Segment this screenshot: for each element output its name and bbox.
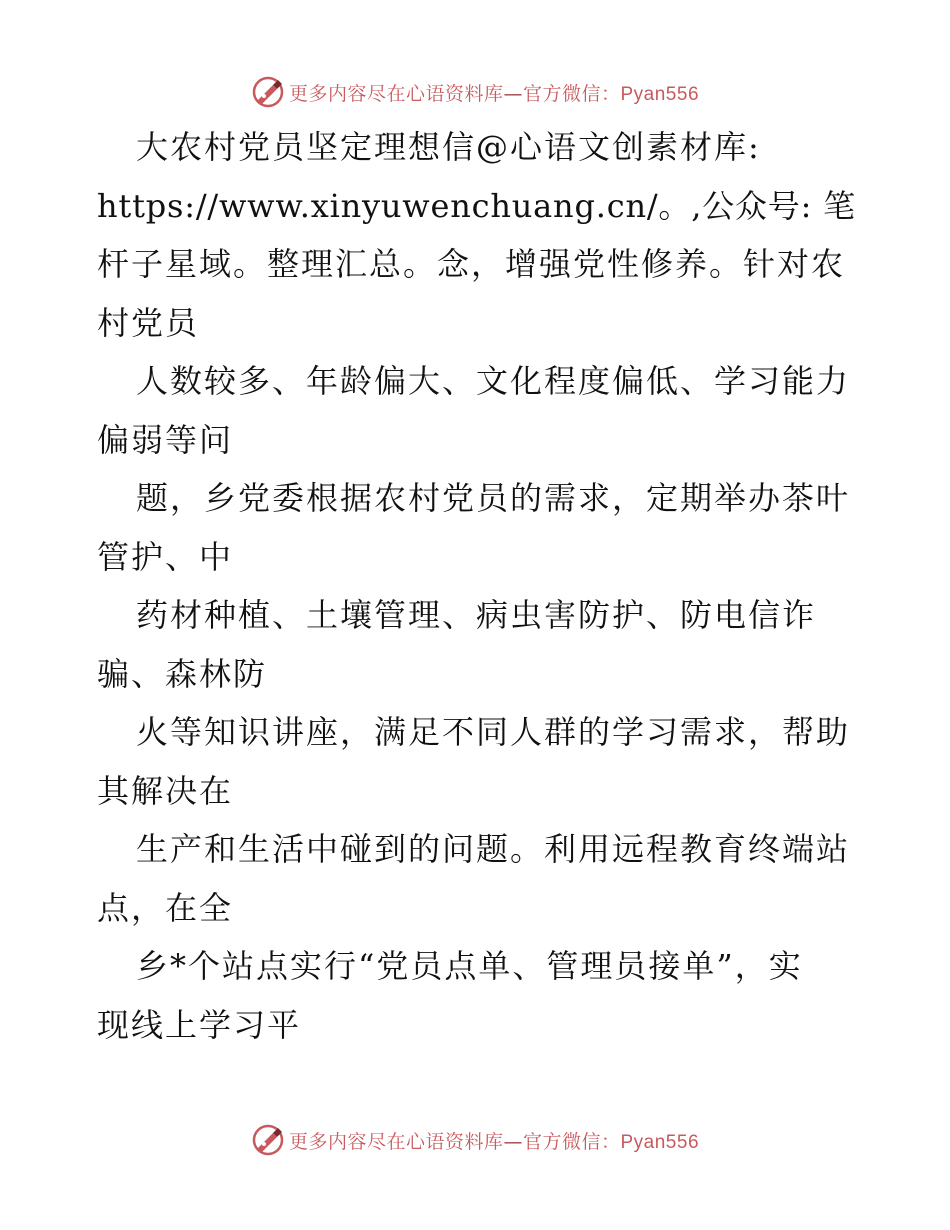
header-banner-account: Pyan556 <box>620 83 700 105</box>
footer-banner-suffix: 官方微信： <box>522 1130 621 1153</box>
text-line: 杆子星域。整理汇总。念，增强党性修养。针对农 <box>97 245 846 283</box>
header-banner-text: 更多内容尽在心语资料库 <box>288 82 504 105</box>
header-banner <box>0 72 950 112</box>
text-line: 点，在全 <box>97 888 234 927</box>
text-line: 题，乡党委根据农村党员的需求，定期举办茶叶 <box>136 479 851 517</box>
text-line: 骗、森林防 <box>97 654 268 693</box>
text-line: 村党员 <box>97 303 200 342</box>
text-line: 管护、中 <box>97 537 234 576</box>
text-line: https://www.xinyuwenchuang.cn/。,公众号: 笔 <box>97 186 856 225</box>
text-line: 乡*个站点实行“党员点单、管理员接单”，实 <box>136 947 803 985</box>
text-line: 现线上学习平 <box>97 1005 302 1044</box>
footer-banner-text: 更多内容尽在心语资料库 <box>288 1130 504 1153</box>
header-banner-separator: — <box>503 82 523 105</box>
footer-banner-account: Pyan556 <box>620 1131 700 1153</box>
text-line: 偏弱等问 <box>97 420 234 459</box>
text-line: 人数较多、年龄偏大、文化程度偏低、学习能力 <box>136 362 851 400</box>
footer-banner-separator: — <box>503 1130 523 1153</box>
text-line: 大农村党员坚定理想信@心语文创素材库: <box>136 128 761 166</box>
text-line: 其解决在 <box>97 771 234 810</box>
header-banner-suffix: 官方微信： <box>522 82 621 105</box>
pen-logo-icon <box>251 1123 285 1157</box>
document-body <box>97 118 857 1054</box>
text-line: 火等知识讲座，满足不同人群的学习需求，帮助 <box>136 713 851 751</box>
text-line: 药材种植、土壤管理、病虫害防护、防电信诈 <box>136 596 817 634</box>
text-line: 生产和生活中碰到的问题。利用远程教育终端站 <box>136 830 851 868</box>
footer-banner <box>0 1120 950 1160</box>
pen-logo-icon <box>251 75 285 109</box>
